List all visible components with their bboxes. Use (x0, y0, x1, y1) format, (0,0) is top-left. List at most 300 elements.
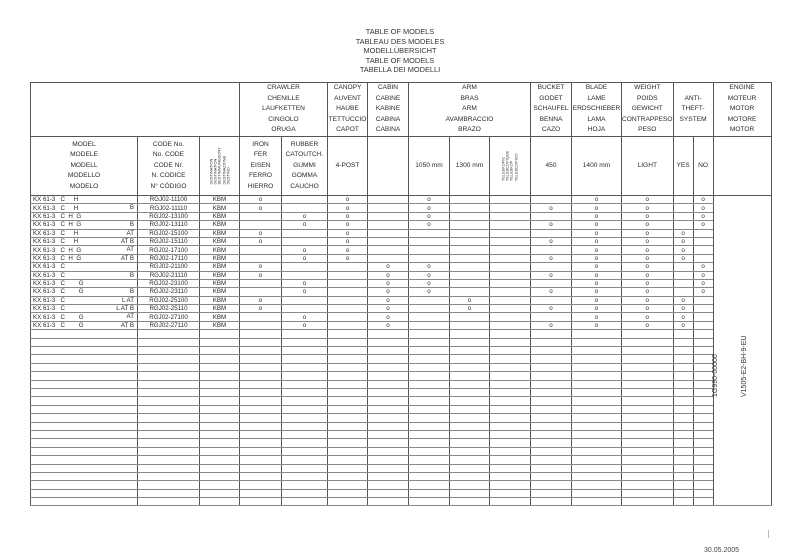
cell-weight: o (622, 221, 674, 229)
cell-cabin (368, 338, 409, 346)
model-suffix: B (129, 271, 134, 279)
header-group-label: ARM BRAS ARM AVAMBRACCIO BRAZO (445, 84, 494, 134)
cell-iron (240, 355, 282, 363)
subheader-bucket (531, 137, 572, 196)
cell-canopy (328, 447, 368, 455)
cell-rubber: o (282, 321, 328, 329)
cell-dest (200, 439, 240, 447)
cell-iron (240, 472, 282, 480)
cell-canopy: o (328, 246, 368, 254)
cell-tele (490, 288, 531, 296)
cell-weight: o (622, 279, 674, 287)
cell-cabin: o (368, 271, 409, 279)
cell-code (138, 338, 200, 346)
cell-a1300 (450, 489, 490, 497)
cell-rubber: o (282, 246, 328, 254)
table-row (31, 422, 772, 430)
cell-cabin (368, 464, 409, 472)
cell-weight (622, 372, 674, 380)
cell-yes (673, 489, 693, 497)
cell-no (693, 472, 713, 480)
subheader-label: NO (698, 161, 708, 169)
cell-weight: o (622, 313, 674, 321)
cell-yes (673, 355, 693, 363)
cell-rubber (282, 456, 328, 464)
cell-blade: o (572, 254, 622, 262)
cell-canopy (328, 489, 368, 497)
cell-iron (240, 430, 282, 438)
engine-model-code: V1505-E2-BH-9-EU (741, 335, 748, 397)
subheader-label: 1300 mm (455, 161, 484, 169)
cell-a1300 (450, 414, 490, 422)
cell-code (138, 498, 200, 506)
cell-yes (673, 221, 693, 229)
cell-code: RGJ02-15110 (138, 237, 200, 245)
cell-canopy (328, 414, 368, 422)
table-row (31, 481, 772, 489)
cell-weight (622, 456, 674, 464)
cell-a1050 (409, 330, 450, 338)
cell-iron (240, 347, 282, 355)
cell-cabin (368, 254, 409, 262)
model-name: KX 61-3 C (33, 263, 65, 271)
cell-canopy (328, 288, 368, 296)
cell-bucket (531, 472, 572, 480)
cell-dest: KBM (200, 321, 240, 329)
cell-yes (673, 271, 693, 279)
cell-a1050 (409, 430, 450, 438)
cell-blade (572, 405, 622, 413)
cell-dest: KBM (200, 229, 240, 237)
table-row (31, 498, 772, 506)
cell-yes (673, 414, 693, 422)
cell-yes (673, 338, 693, 346)
cell-bucket (531, 481, 572, 489)
table-row (31, 355, 772, 363)
cell-a1050: o (409, 271, 450, 279)
cell-iron (240, 414, 282, 422)
cell-dest (200, 372, 240, 380)
cell-iron: o (240, 237, 282, 245)
cell-iron (240, 489, 282, 497)
cell-iron (240, 330, 282, 338)
cell-rubber (282, 330, 328, 338)
table-row (31, 296, 772, 304)
cell-cabin (368, 380, 409, 388)
cell-a1050: o (409, 279, 450, 287)
cell-tele (490, 447, 531, 455)
cell-bucket (531, 279, 572, 287)
cell-cabin: o (368, 313, 409, 321)
cell-canopy: o (328, 254, 368, 262)
cell-iron (240, 313, 282, 321)
header-group-arm (409, 83, 531, 137)
cell-a1050 (409, 464, 450, 472)
cell-cabin (368, 347, 409, 355)
cell-code: RGJ02-15100 (138, 229, 200, 237)
cell-a1300 (450, 405, 490, 413)
model-name: KX 61-3 C G (33, 288, 84, 296)
cell-rubber (282, 196, 328, 204)
cell-canopy (328, 271, 368, 279)
cell-tele (490, 321, 531, 329)
cell-tele (490, 372, 531, 380)
title-line: TABLEAU DES MODELES (355, 36, 445, 46)
cell-a1050 (409, 397, 450, 405)
table-row (31, 372, 772, 380)
cell-iron: o (240, 305, 282, 313)
cell-code (138, 489, 200, 497)
cell-blade (572, 363, 622, 371)
cell-a1300 (450, 279, 490, 287)
cell-a1050 (409, 388, 450, 396)
subheader-arm_1050 (409, 137, 450, 196)
header-group-label: WEIGHT POIDS GEWICHT CONTRAPPESO PESO (622, 84, 673, 134)
cell-canopy (328, 388, 368, 396)
cell-rubber: o (282, 254, 328, 262)
cell-tele (490, 355, 531, 363)
cell-no (693, 363, 713, 371)
cell-a1050: o (409, 196, 450, 204)
cell-tele (490, 481, 531, 489)
cell-a1300 (450, 430, 490, 438)
cell-rubber (282, 338, 328, 346)
cell-canopy (328, 422, 368, 430)
cell-yes (673, 263, 693, 271)
cell-a1050 (409, 296, 450, 304)
engine-part-code: 1G990-00000 (712, 354, 719, 397)
cell-blade (572, 472, 622, 480)
model-cell (31, 405, 138, 413)
cell-rubber: o (282, 288, 328, 296)
subheader-antitheft_yes (673, 137, 693, 196)
table-row (31, 221, 772, 229)
cell-tele (490, 363, 531, 371)
model-cell (31, 263, 138, 271)
cell-blade (572, 422, 622, 430)
cell-cabin (368, 456, 409, 464)
cell-a1300 (450, 355, 490, 363)
cell-no (693, 347, 713, 355)
cell-bucket (531, 212, 572, 220)
cell-code (138, 355, 200, 363)
cell-canopy (328, 439, 368, 447)
cell-no: o (693, 212, 713, 220)
table-row (31, 430, 772, 438)
table-row (31, 363, 772, 371)
cell-canopy: o (328, 229, 368, 237)
subheader-canopy (328, 137, 368, 196)
cell-a1050 (409, 380, 450, 388)
cell-no (693, 498, 713, 506)
cell-canopy (328, 481, 368, 489)
cell-iron (240, 212, 282, 220)
table-row (31, 388, 772, 396)
cell-tele (490, 498, 531, 506)
cell-rubber (282, 388, 328, 396)
model-cell (31, 221, 138, 229)
table-row (31, 237, 772, 245)
subheader-antitheft_no (693, 137, 713, 196)
cell-iron (240, 422, 282, 430)
cell-bucket (531, 313, 572, 321)
cell-rubber: o (282, 313, 328, 321)
cell-iron (240, 372, 282, 380)
model-suffix: AT (126, 246, 134, 254)
cell-canopy (328, 313, 368, 321)
model-suffix: AT (126, 229, 134, 237)
cell-blade: o (572, 204, 622, 212)
cell-a1050 (409, 414, 450, 422)
cell-blade: o (572, 212, 622, 220)
cell-no (693, 338, 713, 346)
cell-no (693, 397, 713, 405)
cell-weight (622, 472, 674, 480)
cell-bucket (531, 263, 572, 271)
cell-weight (622, 430, 674, 438)
cell-weight (622, 414, 674, 422)
model-suffix: B (129, 288, 134, 296)
cell-code: RGJ02-27110 (138, 321, 200, 329)
header-group-label: CRAWLER CHENILLE LAUFKETTEN CINGOLO ORUGA (262, 84, 305, 134)
cell-a1300 (450, 229, 490, 237)
cell-code (138, 363, 200, 371)
cell-dest (200, 472, 240, 480)
cell-bucket: o (531, 254, 572, 262)
cell-a1050 (409, 498, 450, 506)
cell-dest: KBM (200, 196, 240, 204)
cell-rubber (282, 296, 328, 304)
cell-canopy (328, 498, 368, 506)
cell-bucket: o (531, 237, 572, 245)
cell-weight: o (622, 321, 674, 329)
cell-a1050 (409, 347, 450, 355)
cell-iron (240, 405, 282, 413)
cell-yes (673, 363, 693, 371)
subheader-label: LIGHT (637, 161, 657, 169)
cell-yes (673, 372, 693, 380)
cell-a1050: o (409, 204, 450, 212)
model-cell (31, 204, 138, 212)
cell-blade (572, 388, 622, 396)
cell-yes (673, 196, 693, 204)
cell-bucket (531, 422, 572, 430)
cell-tele (490, 380, 531, 388)
cell-a1050 (409, 229, 450, 237)
cell-no: o (693, 271, 713, 279)
cell-blade (572, 355, 622, 363)
model-name: KX 61-3 C (33, 305, 65, 313)
model-cell (31, 305, 138, 313)
cell-canopy: o (328, 221, 368, 229)
subheader-label: CODE No. No. CODE CODE Nr. N. CODICE N° CÓDIGO (150, 140, 187, 190)
cell-iron (240, 246, 282, 254)
cell-dest (200, 330, 240, 338)
cell-tele (490, 305, 531, 313)
cell-a1300 (450, 196, 490, 204)
cell-dest: KBM (200, 279, 240, 287)
cell-blade: o (572, 263, 622, 271)
model-name: KX 61-3 C (33, 271, 65, 279)
cell-cabin: o (368, 279, 409, 287)
cell-rubber (282, 363, 328, 371)
header-group-label: CANOPY AUVENT HAUBE TETTUCCIO CAPOT (328, 84, 367, 134)
cell-rubber (282, 380, 328, 388)
cell-canopy (328, 380, 368, 388)
title-line: TABLE OF MODELS (365, 27, 435, 36)
cell-dest (200, 447, 240, 455)
model-cell (31, 380, 138, 388)
cell-a1300 (450, 363, 490, 371)
cell-canopy: o (328, 212, 368, 220)
cell-canopy (328, 296, 368, 304)
cell-canopy (328, 430, 368, 438)
cell-a1050 (409, 481, 450, 489)
cell-bucket (531, 405, 572, 413)
cell-cabin: o (368, 305, 409, 313)
cell-dest: KBM (200, 212, 240, 220)
cell-tele (490, 196, 531, 204)
cell-dest (200, 456, 240, 464)
cell-cabin (368, 237, 409, 245)
model-name: KX 61-3 C (33, 296, 65, 304)
subheader-engine (713, 137, 771, 196)
cell-code (138, 472, 200, 480)
cell-rubber (282, 305, 328, 313)
model-cell (31, 363, 138, 371)
cell-a1050 (409, 355, 450, 363)
cell-bucket (531, 447, 572, 455)
cell-no (693, 489, 713, 497)
cell-iron (240, 321, 282, 329)
cell-weight (622, 338, 674, 346)
cell-tele (490, 229, 531, 237)
cell-dest (200, 347, 240, 355)
cell-rubber (282, 422, 328, 430)
cell-rubber (282, 439, 328, 447)
cell-canopy (328, 472, 368, 480)
cell-rubber (282, 397, 328, 405)
cell-a1300 (450, 464, 490, 472)
subheader-model (31, 137, 138, 196)
model-suffix: L AT (121, 296, 134, 304)
header-group-antitheft (673, 83, 713, 137)
cell-weight: o (622, 229, 674, 237)
cell-weight (622, 355, 674, 363)
cell-bucket: o (531, 288, 572, 296)
cell-yes (673, 422, 693, 430)
cell-blade (572, 380, 622, 388)
model-cell (31, 372, 138, 380)
model-cell (31, 472, 138, 480)
model-cell (31, 229, 138, 237)
cell-weight (622, 347, 674, 355)
model-cell (31, 237, 138, 245)
cell-cabin (368, 212, 409, 220)
subheader-label: 4-POST (335, 161, 360, 169)
model-name: KX 61-3 C G (33, 313, 84, 321)
model-cell (31, 313, 138, 321)
cell-tele (490, 430, 531, 438)
cell-iron (240, 388, 282, 396)
table-row (31, 489, 772, 497)
cell-code (138, 372, 200, 380)
cell-yes (673, 456, 693, 464)
cell-weight (622, 363, 674, 371)
cell-rubber: o (282, 221, 328, 229)
cell-no: o (693, 196, 713, 204)
table-row (31, 447, 772, 455)
cell-yes (673, 498, 693, 506)
cell-canopy (328, 279, 368, 287)
cell-a1300 (450, 372, 490, 380)
cell-code (138, 456, 200, 464)
cell-a1050 (409, 313, 450, 321)
cell-a1300 (450, 263, 490, 271)
cell-no (693, 439, 713, 447)
model-suffix: B (129, 221, 134, 229)
cell-iron (240, 221, 282, 229)
cell-rubber: o (282, 279, 328, 287)
model-name: KX 61-3 C G (33, 322, 84, 330)
model-cell (31, 212, 138, 220)
cell-bucket (531, 330, 572, 338)
table-row (31, 380, 772, 388)
cell-weight (622, 422, 674, 430)
cell-blade (572, 439, 622, 447)
cell-blade (572, 414, 622, 422)
cell-weight (622, 481, 674, 489)
cell-iron (240, 481, 282, 489)
cell-yes (673, 212, 693, 220)
cell-rubber (282, 498, 328, 506)
cell-a1050 (409, 254, 450, 262)
cell-weight: o (622, 212, 674, 220)
cell-a1300 (450, 347, 490, 355)
header-group-blade (572, 83, 622, 137)
cell-canopy: o (328, 237, 368, 245)
cell-a1050 (409, 237, 450, 245)
table-row (31, 405, 772, 413)
cell-dest (200, 422, 240, 430)
cell-rubber: o (282, 212, 328, 220)
cell-bucket (531, 489, 572, 497)
model-suffix: AT (126, 313, 134, 321)
cell-a1300 (450, 271, 490, 279)
cell-weight (622, 489, 674, 497)
footer-date: 30.05.2005 (704, 547, 740, 554)
table-row (31, 397, 772, 405)
cell-tele (490, 397, 531, 405)
cell-no (693, 447, 713, 455)
cell-cabin: o (368, 296, 409, 304)
cell-weight: o (622, 204, 674, 212)
cell-a1300: o (450, 305, 490, 313)
cell-a1050 (409, 456, 450, 464)
cell-bucket (531, 456, 572, 464)
cell-iron (240, 363, 282, 371)
cell-weight (622, 405, 674, 413)
cell-yes (673, 464, 693, 472)
model-name: KX 61-3 C H (33, 229, 79, 237)
cell-cabin (368, 330, 409, 338)
cell-tele (490, 246, 531, 254)
cell-yes: o (673, 254, 693, 262)
cell-tele (490, 330, 531, 338)
cell-yes (673, 447, 693, 455)
cell-a1050: o (409, 221, 450, 229)
cell-tele (490, 405, 531, 413)
